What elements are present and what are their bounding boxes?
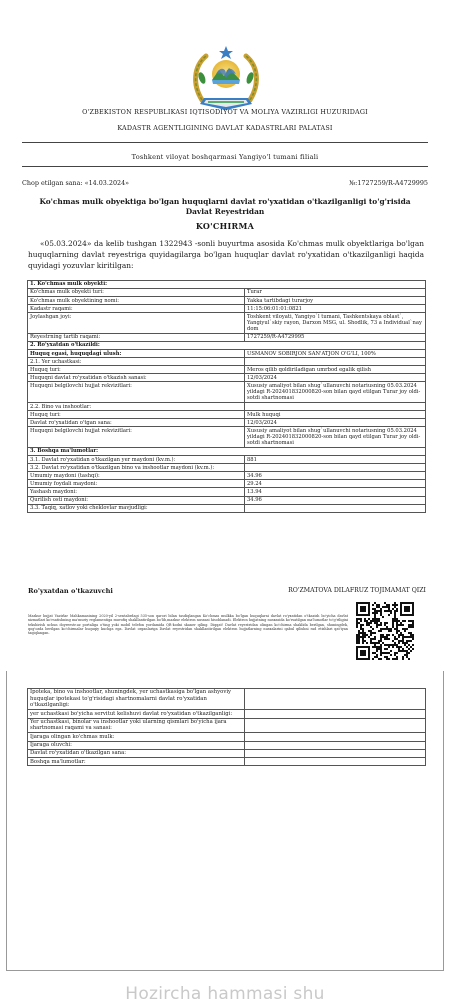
row-label: 3.1. Davlat ro'yxatidan o'tkazilgan yer maydoni (kv.m.): xyxy=(28,456,245,464)
row-label: yer uchastkasi bo'yicha servitut kelishuvi davlat ro'yxatidan o'tkazilganligi: xyxy=(28,710,245,718)
row-label: Joylashgan joyi: xyxy=(28,313,245,334)
table-row xyxy=(28,297,426,305)
row-value: Turar xyxy=(245,289,426,297)
table-row xyxy=(28,741,426,749)
table-row xyxy=(28,480,426,488)
row-value: Xususiy amaliyot bilan shug`ullanuvchi notariusning 05.03.2024 yildagi R-202401832000820-son bilan qayd etilgan Turar joy oldi-sotdi shartnomasi xyxy=(245,382,426,403)
document-number: №:1727259/R-A4729995 xyxy=(349,179,428,187)
row-value xyxy=(245,733,426,741)
state-emblem-icon xyxy=(190,44,262,112)
table-row xyxy=(28,411,426,419)
table-row xyxy=(28,313,426,334)
row-value xyxy=(245,358,426,366)
agency-heading: KADASTR AGENTLIGINING DAVLAT KADASTRLARI PALATASI xyxy=(117,124,333,132)
table-row xyxy=(28,472,426,480)
row-value xyxy=(245,689,426,710)
document-title: Ko'chmas mulk obyektiga bo'lgan huquqlarni davlat ro'yxatidan o'tkazilganligi to'g'risida Davlat Reyestridan xyxy=(39,197,411,216)
intro-paragraph: «05.03.2024» da kelib tushgan 1322943 -sonli buyurtma asosida Ko'chmas mulk obyektlariga bo'lgan huquqlarning davlat reyestriga quyidagilarga bo'lgan huquqlar davlat ro'yxatidan o'tkazilganligi haqida quyidagi yozuvlar kiritilgan: xyxy=(28,239,424,270)
table-row xyxy=(28,488,426,496)
table-row xyxy=(28,733,426,741)
branch-heading: Toshkent viloyat boshqarmasi Yangiyo'l tumani filiali xyxy=(131,153,319,161)
row-label: Ko'chmas mulk obyektining nomi: xyxy=(28,297,245,305)
table-row xyxy=(28,358,426,366)
table-row xyxy=(28,382,426,403)
row-value xyxy=(245,718,426,733)
row-label: Huquq turi: xyxy=(28,366,245,374)
section-header-row xyxy=(28,281,426,289)
table-row xyxy=(28,749,426,757)
row-label: Ijaraga olingan ko'chmas mulk: xyxy=(28,733,245,741)
row-value xyxy=(245,710,426,718)
row-label: 2.2. Bino va inshootlar: xyxy=(28,403,245,411)
row-label: 2.1. Yer uchastkasi: xyxy=(28,358,245,366)
section-header-row xyxy=(28,448,426,456)
row-value: 1727259/R-A4729995 xyxy=(245,333,426,341)
table-row xyxy=(28,289,426,297)
row-label: Huquqni belgilovchi hujjat rekvizitlari: xyxy=(28,427,245,448)
row-label: Yashash maydoni: xyxy=(28,488,245,496)
table-row xyxy=(28,496,426,504)
row-value: Meros qilib qoldiriladigan umrbod egalik qilish xyxy=(245,366,426,374)
row-label: Kadastr raqami: xyxy=(28,305,245,313)
section-label: 1. Ko'chmas mulk obyekti: xyxy=(28,281,426,289)
row-value: 29.24 xyxy=(245,480,426,488)
row-value: 12/03/2024 xyxy=(245,374,426,382)
row-value: Toshkent viloyati, Yangiyo`l tumani, Tashkentskaya oblast`, Yangiyul`skiy rayon, Darxon MSG, ul. Shodlik, 73 a Individual`nay dom xyxy=(245,313,426,334)
row-label: Davlat ro'yxatidan o'tkazilgan sana: xyxy=(28,749,245,757)
row-label: Ko'chmas mulk obyekti turi: xyxy=(28,289,245,297)
row-value xyxy=(245,758,426,766)
row-label: 3.3. Taqiq, xatlov yoki cheklovlar mavjudligi: xyxy=(28,504,245,512)
row-label: Umumiy maydoni (tashqi): xyxy=(28,472,245,480)
row-value: 13.94 xyxy=(245,488,426,496)
row-label: Qurilish osti maydoni: xyxy=(28,496,245,504)
row-value: 881 xyxy=(245,456,426,464)
row-value: 12/03/2024 xyxy=(245,419,426,427)
row-label: Umumiy foydali maydoni: xyxy=(28,480,245,488)
row-value xyxy=(245,403,426,411)
row-value: USMANOV SOBIRJON SAN'ATJON O'G'LI, 100% xyxy=(245,350,426,358)
print-date: Chop etilgan sana: «14.03.2024» xyxy=(22,179,130,187)
row-value xyxy=(245,741,426,749)
table-row xyxy=(28,427,426,448)
print-info-row xyxy=(22,179,428,187)
row-label: Yer uchastkasi, binolar va inshootlar yoki ularning qismlari bo'yicha ijara shartnomasi raqami va sanasi: xyxy=(28,718,245,733)
document-subtitle: KO'CHIRMA xyxy=(195,221,255,231)
registrar-label: Ro'yxatdan o'tkazuvchi xyxy=(28,587,113,595)
row-label: Boshqa ma'lumotlar: xyxy=(28,758,245,766)
row-label: 3.2. Davlat ro'yxatidan o'tkazilgan bino va inshootlar maydoni (kv.m.): xyxy=(28,464,245,472)
row-label: Huquq turi: xyxy=(28,411,245,419)
row-value xyxy=(245,464,426,472)
registry-table xyxy=(27,280,426,513)
row-label: Huquqni davlat ro'yxatidan o'tkazish sanasi: xyxy=(28,374,245,382)
ministry-heading: O'ZBEKISTON RESPUBLIKASI IQTISODIYOT VA MOLIYA VAZIRLIGI HUZURIDAGI xyxy=(82,108,368,116)
table-row xyxy=(28,374,426,382)
additional-info-table xyxy=(27,688,426,766)
row-value xyxy=(245,504,426,512)
section-header-row xyxy=(28,342,426,350)
section-label: 2. Ro'yxatdan o'tkazildi: xyxy=(28,342,426,350)
row-value: 34.96 xyxy=(245,496,426,504)
row-value: 11:15:06:01:01:0821 xyxy=(245,305,426,313)
row-label: Ijaraga oluvchi: xyxy=(28,741,245,749)
table-row xyxy=(28,366,426,374)
table-row xyxy=(28,464,426,472)
row-value: Mulk huquqi xyxy=(245,411,426,419)
row-label: Reyestrning tartib raqami: xyxy=(28,333,245,341)
legal-note: Mazkur hujjat Vazirlar Mahkamasining 2020-yil 2-sentabrdagi 535-son qarori bilan tasdiqlangan Ko'chmas mulkka bo'lgan huquqlarni davlat ro'yxatidan o'tkazish bo'yicha davlat xizmatlari ko'rsatishning ma'muriy reglamentiga muvofiq shakllantirilgan bo'lib,mazkur elektron nusxasi hisoblanadi. Elektron hujjatning nusxasida ko'rsatilgan ma'lumotlar to'g'riligini tekshirish uchun doyreestr.uz portaliga o'ting yoki mobil telefon yordamida QR-kodni skaner qiling. Diqqat! Davlat reyestridan olingan ko'chirma shaklida berilgan, shuningdek, qog'ozda berilgan ko'chirmalar huquqiy kuchga ega. Davlat organlariga Davlat reyestridan shakllantirilgan elektron hujjatlarning nusxalarini qabul qilishni rad etishlari qat'iyan taqiqlangan. xyxy=(28,614,348,636)
table-row xyxy=(28,333,426,341)
row-label: Davlat ro'yxatidan o'tgan sana: xyxy=(28,419,245,427)
row-value: Xususiy amaliyot bilan shug`ullanuvchi notariusning 05.03.2024 yildagi R-202401832000820-son bilan qayd etilgan Turar joy oldi-sotdi shartnomasi xyxy=(245,427,426,448)
table-row xyxy=(28,403,426,411)
header-divider xyxy=(22,142,428,143)
row-value xyxy=(245,749,426,757)
table-row xyxy=(28,758,426,766)
section-label: 3. Boshqa ma'lumotlar: xyxy=(28,448,426,456)
branch-divider xyxy=(22,166,428,167)
table-row xyxy=(28,710,426,718)
table-row xyxy=(28,504,426,512)
row-label: Huquq egasi, huquqdagi ulush: xyxy=(28,350,245,358)
table-row xyxy=(28,689,426,710)
row-value: 34.96 xyxy=(245,472,426,480)
table-row xyxy=(28,718,426,733)
row-value: Yakka tartibdagi turarjoy xyxy=(245,297,426,305)
table-row xyxy=(28,419,426,427)
registrar-name: RO'ZMATOVA DILAFRUZ TOJIMAMAT QIZI xyxy=(288,587,426,594)
row-label: Ipoteka, bino va inshootlar, shuningdek, yer uchastkasiga bo'lgan ashyoviy huquqlar ipotekasi to'g'risidagi shartnomalarni davlat ro'yxatidan o'tkazilganligi: xyxy=(28,689,245,710)
table-row xyxy=(28,305,426,313)
table-row xyxy=(28,456,426,464)
row-label: Huquqni belgilovchi hujjat rekvizitlari: xyxy=(28,382,245,403)
toast-overlay-text: Hozircha hammasi shu xyxy=(125,984,325,1000)
qr-code-icon[interactable] xyxy=(356,602,414,660)
table-row xyxy=(28,350,426,358)
